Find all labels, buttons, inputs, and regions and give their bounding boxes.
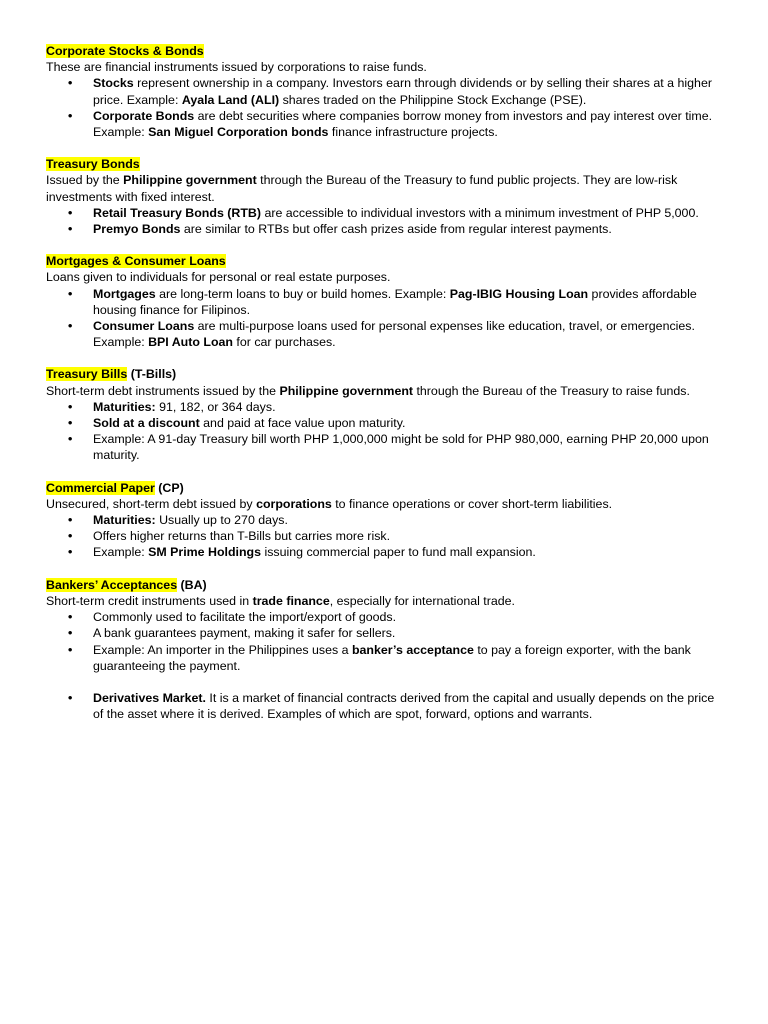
- bold-text: corporations: [256, 496, 332, 511]
- highlighted-title: Treasury Bonds: [46, 157, 140, 172]
- section-heading: [46, 253, 726, 269]
- list-item: [46, 431, 726, 463]
- text-run: Issued by the: [46, 173, 124, 188]
- list-item: [46, 75, 726, 107]
- text-run: Usually up to 270 days.: [155, 513, 288, 528]
- text-run: to finance operations or cover short-term liabilities.: [331, 496, 613, 511]
- bold-text: Stocks: [93, 76, 134, 91]
- text-run: 91, 182, or 364 days.: [155, 399, 276, 414]
- list-item: [46, 625, 726, 641]
- bold-text: Premyo Bonds: [93, 222, 181, 237]
- bold-text: Sold at a discount: [93, 416, 200, 431]
- list-item: [46, 221, 726, 237]
- bold-text: Maturities:: [93, 399, 156, 414]
- title-abbreviation: (CP): [154, 480, 184, 495]
- bullet-list: [46, 75, 726, 140]
- bold-text: Corporate Bonds: [93, 108, 195, 123]
- text-run: are multi-purpose loans used for personal expenses like education, travel, or emergencies. Example:: [93, 319, 695, 350]
- list-item: [46, 286, 726, 318]
- bold-text: Derivatives Market.: [93, 690, 206, 705]
- section-heading: [46, 366, 726, 382]
- bullet-list: [46, 609, 726, 674]
- text-run: It is a market of financial contracts derived from the capital and usually depends on the price of the asset where it is derived. Examples of which are spot, forward, options and warrants.: [93, 690, 715, 722]
- text-run: Example:: [93, 545, 149, 560]
- text-run: Example: An importer in the Philippines uses a: [93, 642, 352, 657]
- list-item: [46, 642, 726, 674]
- text-run: provides affordable housing finance for Filipinos.: [93, 286, 697, 317]
- derivatives-list: [46, 690, 726, 722]
- bold-text: Consumer Loans: [93, 319, 195, 334]
- bullet-list: [46, 512, 726, 561]
- section-intro: [46, 593, 726, 609]
- section-intro: These are financial instruments issued by corporations to raise funds.: [46, 60, 427, 75]
- bold-text: Pag-IBIG Housing Loan: [449, 286, 589, 301]
- text-run: are similar to RTBs but offer cash prizes aside from regular interest payments.: [180, 222, 612, 237]
- text-run: and paid at face value upon maturity.: [199, 416, 406, 431]
- text-run: A bank guarantees payment, making it safer for sellers.: [93, 626, 396, 641]
- text-run: Commonly used to facilitate the import/export of goods.: [93, 610, 397, 625]
- text-run: are debt securities where companies borrow money from investors and pay interest over time. Example:: [93, 108, 713, 140]
- bold-text: Philippine government: [279, 383, 414, 398]
- bullet-list: [46, 286, 726, 351]
- bold-text: Philippine government: [123, 173, 257, 188]
- section-treasury-bonds: [46, 156, 726, 237]
- list-item: [46, 415, 726, 431]
- list-item: [46, 609, 726, 625]
- bold-text: BPI Auto Loan: [148, 335, 233, 350]
- bold-text: banker’s acceptance: [351, 642, 474, 657]
- list-item: [46, 528, 726, 544]
- text-run: to pay a foreign exporter, with the bank guaranteeing the payment.: [93, 642, 691, 673]
- highlighted-title: Mortgages & Consumer Loans: [46, 254, 226, 269]
- text-run: issuing commercial paper to fund mall expansion.: [261, 545, 536, 560]
- bold-text: Mortgages: [93, 286, 156, 301]
- text-run: Short-term debt instruments issued by the: [46, 383, 280, 398]
- highlighted-title: Commercial Paper: [46, 480, 155, 495]
- bullet-list: [46, 399, 726, 464]
- text-run: Short-term credit instruments used in: [46, 593, 253, 608]
- text-run: through the Bureau of the Treasury to raise funds.: [413, 383, 690, 398]
- list-item: [46, 512, 726, 528]
- highlighted-title: Bankers’ Acceptances: [46, 577, 178, 592]
- text-run: are long-term loans to buy or build homes. Example:: [155, 286, 450, 301]
- text-run: finance infrastructure projects.: [328, 125, 498, 140]
- list-item: [46, 544, 726, 560]
- section-heading: [46, 480, 726, 496]
- text-run: are accessible to individual investors with a minimum investment of PHP 5,000.: [261, 205, 699, 220]
- text-run: for car purchases.: [232, 335, 336, 350]
- text-run: represent ownership in a company. Investors earn through dividends or by selling their shares at a higher price. Example:: [93, 76, 712, 107]
- section-corporate-stocks-bonds: [46, 43, 726, 140]
- title-abbreviation: (BA): [177, 577, 207, 592]
- text-run: shares traded on the Philippine Stock Exchange (PSE).: [279, 92, 587, 107]
- text-run: Unsecured, short-term debt issued by: [46, 496, 257, 511]
- bold-text: Maturities:: [93, 513, 156, 528]
- bold-text: SM Prime Holdings: [148, 545, 262, 560]
- section-intro: [46, 496, 726, 512]
- highlighted-title: Treasury Bills: [46, 367, 128, 382]
- section-mortgages-consumer-loans: [46, 253, 726, 350]
- text-run: Example: A 91-day Treasury bill worth PHP 1,000,000 might be sold for PHP 980,000, earning PHP 20,000 upon maturity.: [93, 432, 709, 463]
- list-item-derivatives: [46, 690, 726, 722]
- document-content: [46, 43, 726, 722]
- title-abbreviation: (T-Bills): [127, 367, 177, 382]
- list-item: [46, 205, 726, 221]
- text-run: through the Bureau of the Treasury to fund public projects. They are low-risk investments with fixed interest.: [46, 173, 678, 204]
- section-heading: [46, 577, 726, 593]
- section-heading: [46, 156, 726, 172]
- text-run: , especially for international trade.: [329, 593, 515, 608]
- section-intro: [46, 383, 726, 399]
- section-intro: Loans given to individuals for personal or real estate purposes.: [46, 270, 391, 285]
- section-heading: [46, 43, 726, 59]
- highlighted-title: Corporate Stocks & Bonds: [46, 44, 204, 58]
- bold-text: San Miguel Corporation bonds: [148, 125, 329, 140]
- list-item: [46, 108, 726, 140]
- bold-text: Ayala Land (ALI): [181, 92, 280, 107]
- list-item: [46, 318, 726, 350]
- section-commercial-paper: [46, 480, 726, 561]
- bold-text: Retail Treasury Bonds (RTB): [93, 205, 261, 220]
- section-intro: [46, 172, 726, 204]
- bullet-list: [46, 205, 726, 237]
- list-item: [46, 399, 726, 415]
- text-run: Offers higher returns than T-Bills but carries more risk.: [93, 529, 391, 544]
- section-treasury-bills: [46, 366, 726, 463]
- section-bankers-acceptances: [46, 577, 726, 674]
- bold-text: trade finance: [252, 593, 330, 608]
